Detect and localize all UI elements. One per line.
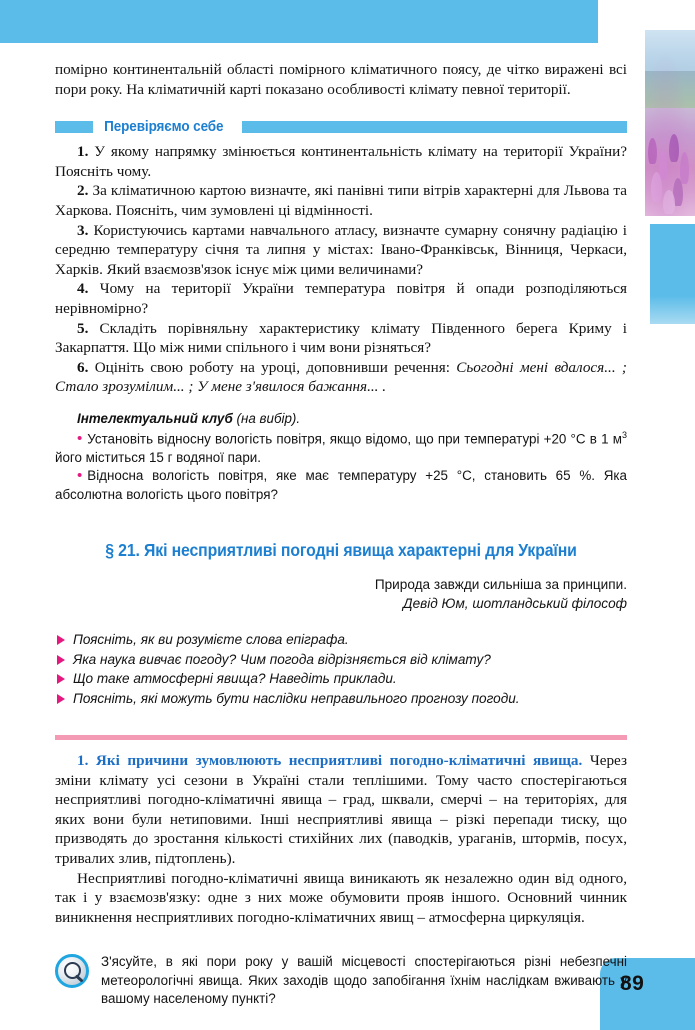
banner-left-block — [55, 121, 93, 133]
question-text: Користуючись картами навчального атласу, визначте сумарну сонячну радіацію і середню температуру січня та липня у містах: Івано-Франківськ, Вінниця, Черкаси, Харків. Який взаємозв'язок існує між цими величинами? — [55, 221, 627, 278]
question-number: 1. — [77, 143, 89, 161]
section-heading: § 21. Які несприятливі погодні явища характерні для України — [105, 540, 577, 560]
subsection-paragraph-1-text: Через зміни клімату усі сезони в Україні стали теплішими. Тому часто спостерігаються несприятливі погодно-кліматичні явища – град, шквали, смерчі – на територіях, для яких вони були нетиповими. Інші несприятливі явища – різкі перепади тиску, що призводять до зростання кількості стихійних лих (паводків, ураганів, штормів, посух, тривалих злив, підтоплень). — [55, 752, 627, 867]
triangle-bullet-icon — [57, 655, 65, 665]
page-number: 89 — [620, 972, 645, 995]
club-item-text-tail: його міститься 15 г водяної пари. — [55, 449, 261, 465]
arrow-list-item — [55, 631, 627, 649]
question-text: Чому на території України температура повітря й опади розподіляються нерівномірно? — [55, 280, 627, 317]
pink-divider — [55, 735, 627, 740]
question-text: Складіть порівняльну характеристику клімату Південного берега Криму і Закарпаття. Що між ними спільного і чим вони різняться? — [55, 319, 627, 357]
right-cyan-block — [650, 224, 695, 324]
club-list-item — [55, 467, 627, 504]
question-item-6 — [55, 358, 627, 397]
subsection-body — [55, 751, 627, 927]
bullet-dot-icon: • — [77, 430, 83, 448]
photo-haze — [645, 30, 695, 216]
triangle-bullet-icon — [57, 635, 65, 645]
question-number: 2. — [77, 182, 89, 200]
triangle-bullet-icon — [57, 694, 65, 704]
check-yourself-questions — [55, 142, 627, 397]
crocus-meadow-photo — [645, 30, 695, 216]
subsection-lead: 1. Які причини зумовлюють несприятливі погодно-кліматичні явища. — [77, 752, 583, 769]
arrow-list-item — [55, 651, 627, 669]
arrow-list-item — [55, 690, 627, 708]
club-item-text: Відносна вологість повітря, яке має температуру +25 °С, становить 65 %. Яка абсолютна вологість цього повітря? — [55, 468, 627, 502]
bullet-dot-icon: • — [77, 467, 83, 485]
epigraph-quote: Природа завжди сильніша за принципи. — [374, 577, 627, 592]
question-text: Оцініть свою роботу на уроці, доповнивши речення: — [88, 358, 457, 376]
question-number: 4. — [77, 280, 89, 298]
check-yourself-title: Перевіряємо себе — [104, 118, 224, 135]
task-callout — [55, 953, 627, 1008]
intellectual-club-heading — [55, 411, 627, 426]
club-title: Інтелектуальний клуб — [77, 410, 233, 426]
check-yourself-banner — [55, 119, 627, 134]
arrow-item-text: Яка наука вивчає погоду? Чим погода відрізняється від клімату? — [73, 651, 491, 667]
question-italic-text: Сьогодні мені вдалося... ; Стало зрозумілим... ; У мене з'явилося бажання... . — [55, 358, 627, 396]
question-number: 5. — [77, 319, 89, 337]
question-number: 3. — [77, 221, 89, 239]
epigraph-author: Девід Юм, шотландський філософ — [403, 596, 627, 611]
club-subtitle: (на вибір). — [232, 410, 301, 426]
magnifier-handle — [75, 975, 83, 983]
subsection-paragraph-1 — [55, 751, 627, 869]
arrow-list-item — [55, 670, 627, 688]
question-item — [55, 319, 627, 358]
banner-right-block — [242, 121, 627, 133]
question-text: У якому напрямку змінюється континентальність клімату на території України? Поясніть чому. — [55, 143, 627, 180]
triangle-bullet-icon — [57, 674, 65, 684]
club-item-superscript: 3 — [621, 429, 627, 440]
club-item-text: Установіть відносну вологість повітря, якщо відомо, що при температурі +20 °С в 1 м — [87, 431, 622, 447]
subsection-paragraph-2: Несприятливі погодно-кліматичні явища виникають як незалежно один від одного, так і у взаємозв'язку: одне з них може обумовити прояв іншого. Основний чинник виникнення несприятливих погодно-кліматичних явищ – атмосферна циркуляція. — [55, 869, 627, 926]
arrow-item-text: Поясніть, як ви розумієте слова епіграфа. — [73, 632, 349, 647]
question-item — [55, 142, 627, 181]
top-cyan-band — [0, 0, 598, 43]
question-item — [55, 221, 627, 280]
arrow-item-text: Що таке атмосферні явища? Наведіть приклади. — [73, 671, 397, 686]
magnifier-icon — [55, 954, 89, 988]
arrow-question-list — [55, 631, 627, 707]
content-column — [55, 60, 627, 1009]
question-item — [55, 181, 627, 220]
question-item — [55, 279, 627, 318]
question-text: За кліматичною картою визначте, які панівні типи вітрів характерні для Львова та Харкова. Поясніть, чим зумовлені ці відмінності. — [55, 182, 627, 219]
arrow-item-text: Поясніть, які можуть бути наслідки неправильного прогнозу погоди. — [73, 690, 520, 706]
intro-paragraph: помірно континентальній області помірного кліматичного поясу, де чітко виражені всі пори року. На кліматичній карті показано особливості клімату певної території. — [55, 61, 627, 98]
question-number: 6. — [77, 358, 89, 376]
club-list-item — [55, 426, 627, 467]
epigraph — [55, 575, 627, 613]
callout-text: З'ясуйте, в які пори року у вашій місцевості спостерігаються різні небезпечні метеорологічні явища. Яких заходів щодо запобігання їхнім наслідкам вживають у вашому населеному пункті? — [101, 954, 627, 1007]
